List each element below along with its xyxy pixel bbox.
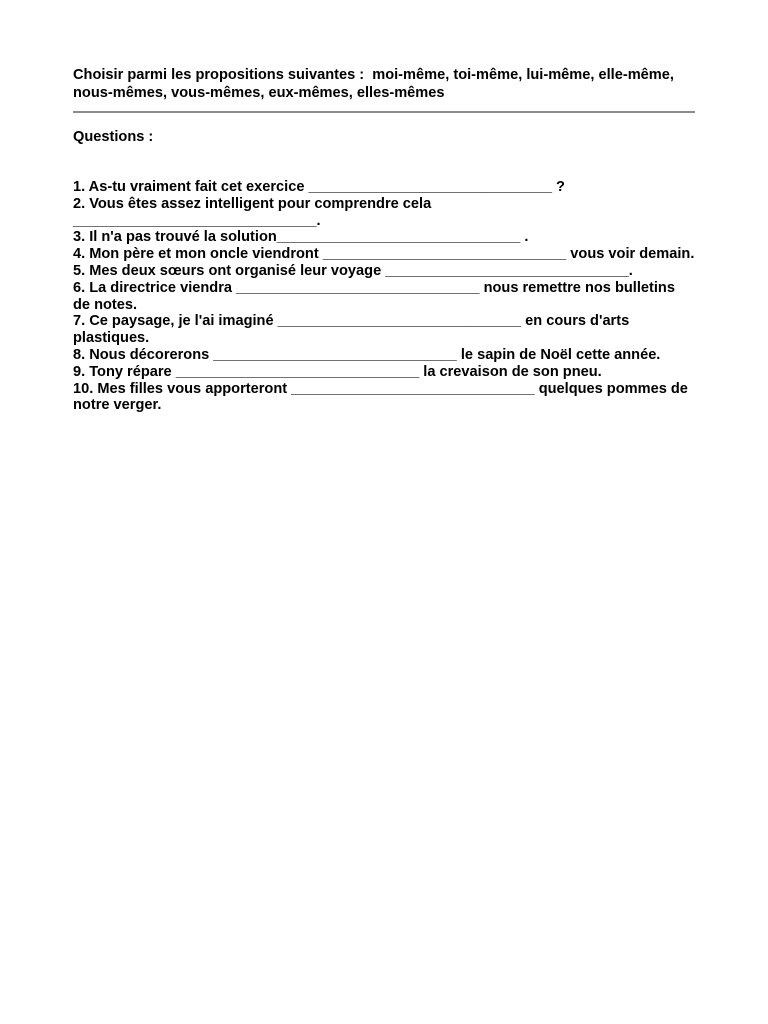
question-4: 4. Mon père et mon oncle viendront ______________________________ vous voir demain. xyxy=(73,246,695,263)
question-5: 5. Mes deux sœurs ont organisé leur voyage ______________________________. xyxy=(73,262,633,279)
question-3: 3. Il n'a pas trouvé la solution______________________________ . xyxy=(73,229,529,246)
question-1: 1. As-tu vraiment fait cet exercice ______________________________ ? xyxy=(73,179,565,195)
instruction-text: Choisir parmi les propositions suivantes : moi-même, toi-même, lui-même, elle-même, nous-mêmes, vous-mêmes, eux-mêmes, elles-mêmes xyxy=(73,67,679,101)
question-9: 9. Tony répare ______________________________ la crevaison de son pneu. xyxy=(73,363,602,380)
question-8: 8. Nous décorerons ______________________________ le sapin de Noël cette année. xyxy=(73,346,661,363)
divider-line xyxy=(73,111,695,113)
question-2: 2. Vous êtes assez intelligent pour comprendre cela ______________________________. xyxy=(73,195,432,229)
question-6: 6. La directrice viendra ______________________________ nous remettre nos bulletins de notes. xyxy=(73,279,680,313)
questions-heading: Questions : xyxy=(73,129,154,145)
question-7: 7. Ce paysage, je l'ai imaginé ______________________________ en cours d'arts plastiques. xyxy=(73,313,634,347)
question-10: 10. Mes filles vous apporteront ______________________________ quelques pommes de notre verger. xyxy=(73,380,692,414)
question-list xyxy=(73,179,695,414)
worksheet-page xyxy=(73,67,695,414)
